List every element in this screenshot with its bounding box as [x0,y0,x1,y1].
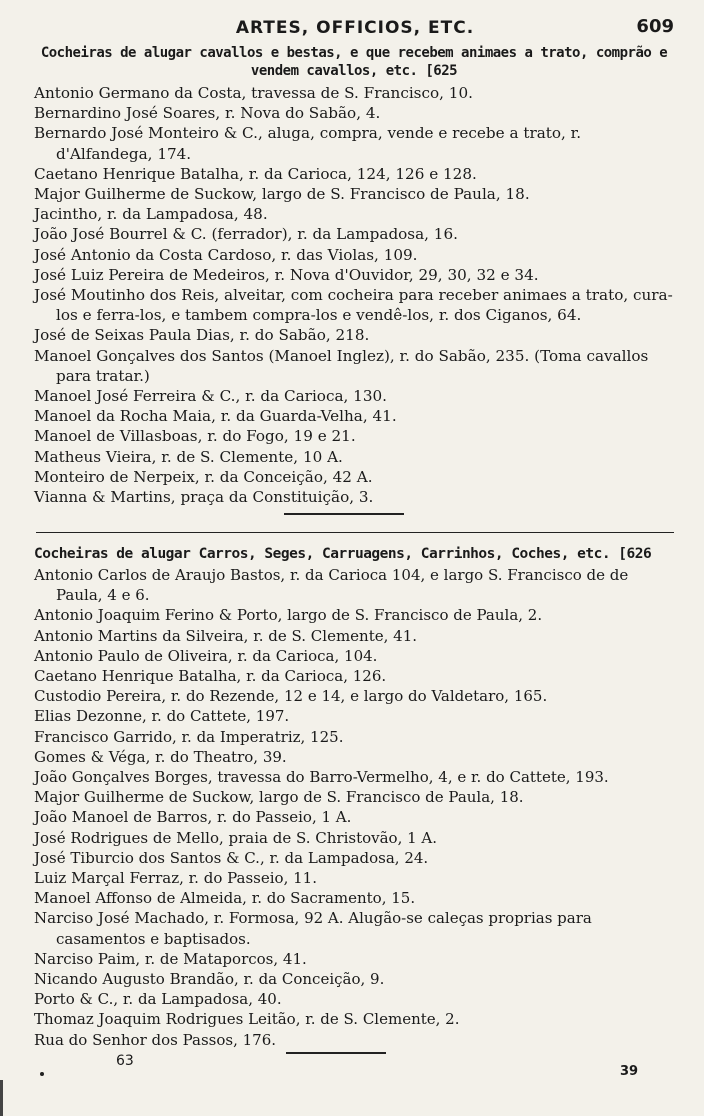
directory-entry: José Luiz Pereira de Medeiros, r. Nova d'Ouvidor, 29, 30, 32 e 34. [34,265,539,284]
directory-entry: Rua do Senhor dos Passos, 176. [34,1030,277,1049]
directory-entry: Monteiro de Nerpeix, r. da Conceição, 42 A. [34,467,373,486]
directory-entry: Jacintho, r. da Lampadosa, 48. [34,205,268,224]
directory-entry: José Tiburcio dos Santos & C., r. da Lampadosa, 24. [34,848,429,867]
directory-entry: Major Guilherme de Suckow, largo de S. Francisco de Paula, 18. [34,788,524,807]
directory-entry: Manoel Gonçalves dos Santos (Manoel Inglez), r. do Sabão, 235. (Toma cavallos para tratar.) [34,346,649,385]
directory-entry: Porto & C., r. da Lampadosa, 40. [34,990,282,1009]
directory-entry: Matheus Vieira, r. de S. Clemente, 10 A. [34,447,343,466]
section-horse-stables [34,44,674,515]
directory-entry: Manoel José Ferreira & C., r. da Carioca, 130. [34,387,387,406]
section-divider [36,532,674,533]
ink-dot [40,1072,44,1076]
section-end-rule [284,513,404,515]
directory-entry: Antonio Carlos de Araujo Bastos, r. da Carioca 104, e largo S. Francisco de de Paula, 4 e 6. [34,566,629,605]
directory-entry: Manoel Affonso de Almeida, r. do Sacramento, 15. [34,889,416,908]
section-title: Cocheiras de alugar Carros, Seges, Carruagens, Carrinhos, Coches, etc. [626 [34,546,652,562]
directory-entry: João José Bourrel & C. (ferrador), r. da Lampadosa, 16. [34,225,458,244]
directory-entry: Narciso José Machado, r. Formosa, 92 A. Alugão-se caleças proprias para casamentos e baptisados. [34,909,592,948]
directory-entry: Antonio Germano da Costa, travessa de S. Francisco, 10. [34,84,473,102]
directory-entry: João Manoel de Barros, r. do Passeio, 1 A. [34,808,352,827]
directory-entry: Antonio Joaquim Ferino & Porto, largo de S. Francisco de Paula, 2. [34,606,543,625]
running-title: ARTES, OFFICIOS, ETC. [235,18,475,38]
directory-entry: Elias Dezonne, r. do Cattete, 197. [34,707,290,726]
directory-entry: José Antonio da Costa Cardoso, r. das Violas, 109. [34,245,418,264]
sheet-number: 39 [620,1064,639,1079]
section-carriage-stables [34,545,674,1050]
directory-entry: Narciso Paim, r. de Mataporcos, 41. [34,949,307,968]
directory-entry: Vianna & Martins, praça da Constituição, 3. [34,488,374,507]
page-edge-mark [0,1080,3,1116]
directory-entry: Caetano Henrique Batalha, r. da Carioca, 124, 126 e 128. [34,164,477,183]
directory-entry: Thomaz Joaquim Rodrigues Leitão, r. de S. Clemente, 2. [34,1010,460,1029]
directory-entry: João Gonçalves Borges, travessa do Barro-Vermelho, 4, e r. do Cattete, 193. [34,768,609,787]
entry-list [34,83,674,507]
directory-entry: Bernardo José Monteiro & C., aluga, compra, vende e recebe a trato, r. d'Alfandega, 174. [34,124,582,163]
directory-entry: Major Guilherme de Suckow, largo de S. Francisco de Paula, 18. [34,185,530,204]
directory-entry: Antonio Martins da Silveira, r. de S. Clemente, 41. [34,626,418,645]
directory-entry: Antonio Paulo de Oliveira, r. da Carioca, 104. [34,646,378,665]
directory-entry: Caetano Henrique Batalha, r. da Carioca, 126. [34,667,387,686]
page-header [36,12,674,42]
footer-rule [286,1052,386,1054]
directory-entry: Bernardino José Soares, r. Nova do Sabão, 4. [34,104,381,123]
directory-entry: Luiz Marçal Ferraz, r. do Passeio, 11. [34,869,317,888]
signature-mark: 63 [116,1053,134,1069]
directory-entry: Nicando Augusto Brandão, r. da Conceição, 9. [34,970,385,989]
directory-entry: José Moutinho dos Reis, alveitar, com cocheira para receber animaes a trato, cura-los e ferra-los, e tambem compra-los e vendê-los, r. dos Ciganos, 64. [34,286,673,325]
entry-list [34,565,674,1050]
directory-entry: Francisco Garrido, r. da Imperatriz, 125. [34,727,344,746]
directory-entry: José de Seixas Paula Dias, r. do Sabão, 218. [34,326,370,345]
directory-entry: Custodio Pereira, r. do Rezende, 12 e 14, e largo do Valdetaro, 165. [34,687,548,706]
page-number: 609 [636,16,674,37]
directory-entry: Manoel de Villasboas, r. do Fogo, 19 e 21. [34,427,356,446]
directory-entry: Manoel da Rocha Maia, r. da Guarda-Velha, 41. [34,407,397,426]
directory-entry: Gomes & Véga, r. do Theatro, 39. [34,747,287,766]
directory-entry: José Rodrigues de Mello, praia de S. Christovão, 1 A. [34,828,438,847]
section-title: Cocheiras de alugar cavallos e bestas, e que recebem animaes a trato, comprão e vendem cavallos, etc. [625 [40,45,668,79]
